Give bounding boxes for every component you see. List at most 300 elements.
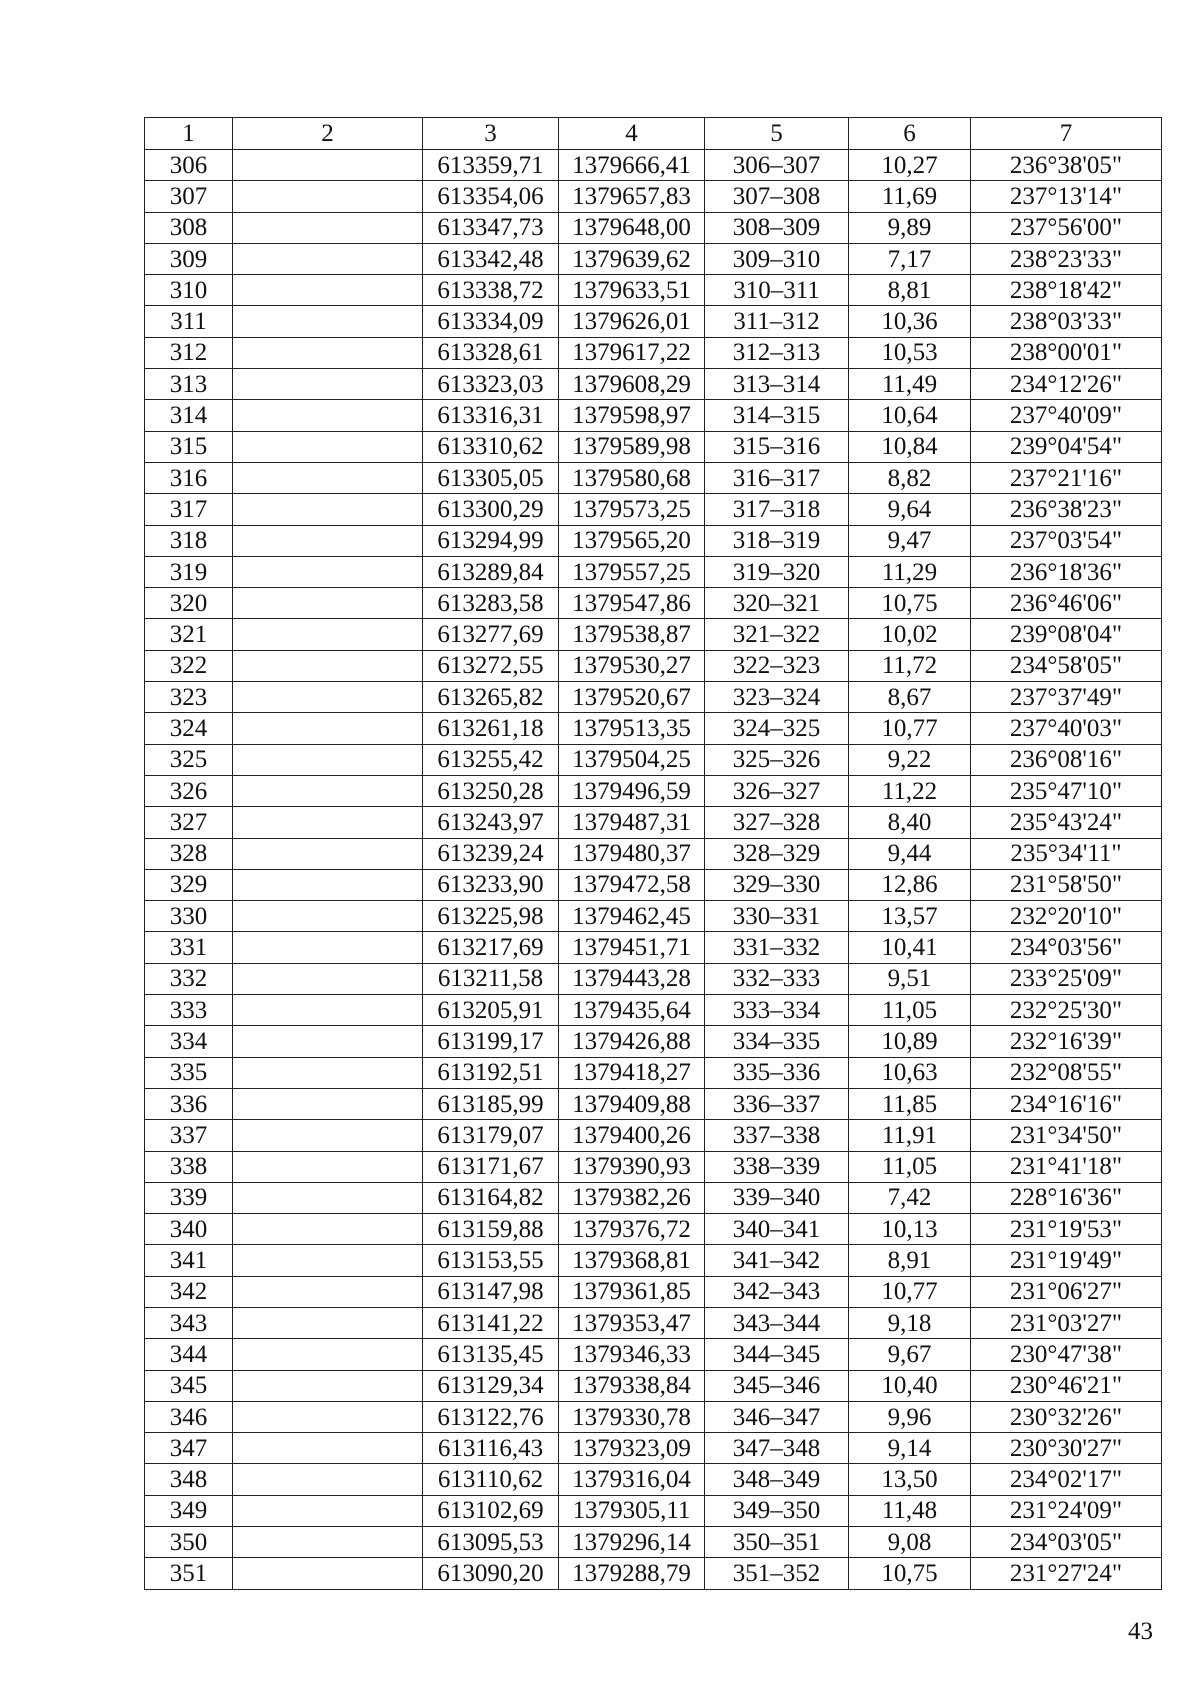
y-coordinate-cell: 1379435,64	[559, 995, 705, 1026]
point-number-cell: 345	[145, 1370, 233, 1401]
column-2-cell	[233, 1339, 423, 1370]
length-cell: 9,89	[849, 212, 971, 243]
x-coordinate-cell: 613135,45	[423, 1339, 559, 1370]
segment-cell: 312–313	[705, 337, 849, 368]
point-number-cell: 310	[145, 275, 233, 306]
table-row	[145, 650, 1162, 681]
point-number-cell: 320	[145, 588, 233, 619]
column-2-cell	[233, 1464, 423, 1495]
direction-angle-cell: 237°21'16"	[971, 462, 1162, 493]
length-cell: 9,08	[849, 1527, 971, 1558]
direction-angle-cell: 234°58'05"	[971, 650, 1162, 681]
table-row	[145, 150, 1162, 181]
length-cell: 10,64	[849, 400, 971, 431]
x-coordinate-cell: 613289,84	[423, 556, 559, 587]
segment-cell: 338–339	[705, 1151, 849, 1182]
column-2-cell	[233, 243, 423, 274]
table-row	[145, 1307, 1162, 1338]
direction-angle-cell: 234°16'16"	[971, 1088, 1162, 1119]
x-coordinate-cell: 613164,82	[423, 1182, 559, 1213]
column-2-cell	[233, 369, 423, 400]
segment-cell: 331–332	[705, 932, 849, 963]
y-coordinate-cell: 1379617,22	[559, 337, 705, 368]
segment-cell: 349–350	[705, 1495, 849, 1526]
direction-angle-cell: 232°08'55"	[971, 1057, 1162, 1088]
column-2-cell	[233, 650, 423, 681]
table-row	[145, 1433, 1162, 1464]
table-row	[145, 1495, 1162, 1526]
segment-cell: 334–335	[705, 1026, 849, 1057]
length-cell: 11,05	[849, 1151, 971, 1182]
x-coordinate-cell: 613310,62	[423, 431, 559, 462]
segment-cell: 345–346	[705, 1370, 849, 1401]
y-coordinate-cell: 1379496,59	[559, 775, 705, 806]
x-coordinate-cell: 613102,69	[423, 1495, 559, 1526]
x-coordinate-cell: 613250,28	[423, 775, 559, 806]
column-2-cell	[233, 337, 423, 368]
length-cell: 8,40	[849, 807, 971, 838]
y-coordinate-cell: 1379504,25	[559, 744, 705, 775]
direction-angle-cell: 237°40'09"	[971, 400, 1162, 431]
table-row	[145, 1339, 1162, 1370]
length-cell: 8,82	[849, 462, 971, 493]
column-2-cell	[233, 1026, 423, 1057]
length-cell: 10,75	[849, 1558, 971, 1589]
length-cell: 11,49	[849, 369, 971, 400]
y-coordinate-cell: 1379580,68	[559, 462, 705, 493]
segment-cell: 327–328	[705, 807, 849, 838]
length-cell: 10,84	[849, 431, 971, 462]
length-cell: 10,89	[849, 1026, 971, 1057]
table-row	[145, 1276, 1162, 1307]
y-coordinate-cell: 1379608,29	[559, 369, 705, 400]
length-cell: 13,50	[849, 1464, 971, 1495]
length-cell: 9,96	[849, 1401, 971, 1432]
x-coordinate-cell: 613338,72	[423, 275, 559, 306]
segment-cell: 326–327	[705, 775, 849, 806]
length-cell: 11,72	[849, 650, 971, 681]
direction-angle-cell: 239°04'54"	[971, 431, 1162, 462]
length-cell: 9,22	[849, 744, 971, 775]
direction-angle-cell: 239°08'04"	[971, 619, 1162, 650]
point-number-cell: 326	[145, 775, 233, 806]
segment-cell: 317–318	[705, 494, 849, 525]
direction-angle-cell: 228°16'36"	[971, 1182, 1162, 1213]
y-coordinate-cell: 1379330,78	[559, 1401, 705, 1432]
direction-angle-cell: 238°03'33"	[971, 306, 1162, 337]
point-number-cell: 316	[145, 462, 233, 493]
segment-cell: 321–322	[705, 619, 849, 650]
length-cell: 9,44	[849, 838, 971, 869]
segment-cell: 316–317	[705, 462, 849, 493]
direction-angle-cell: 232°25'30"	[971, 995, 1162, 1026]
length-cell: 8,91	[849, 1245, 971, 1276]
segment-cell: 310–311	[705, 275, 849, 306]
column-2-cell	[233, 525, 423, 556]
y-coordinate-cell: 1379288,79	[559, 1558, 705, 1589]
length-cell: 9,67	[849, 1339, 971, 1370]
y-coordinate-cell: 1379657,83	[559, 181, 705, 212]
direction-angle-cell: 236°46'06"	[971, 588, 1162, 619]
direction-angle-cell: 238°18'42"	[971, 275, 1162, 306]
column-2-cell	[233, 462, 423, 493]
segment-cell: 320–321	[705, 588, 849, 619]
direction-angle-cell: 237°37'49"	[971, 682, 1162, 713]
column-2-cell	[233, 995, 423, 1026]
column-2-cell	[233, 1182, 423, 1213]
direction-angle-cell: 232°20'10"	[971, 901, 1162, 932]
point-number-cell: 342	[145, 1276, 233, 1307]
point-number-cell: 319	[145, 556, 233, 587]
table-row	[145, 1057, 1162, 1088]
column-2-cell	[233, 775, 423, 806]
header-cell-6: 6	[849, 118, 971, 150]
length-cell: 11,05	[849, 995, 971, 1026]
table-header-row	[145, 118, 1162, 150]
y-coordinate-cell: 1379565,20	[559, 525, 705, 556]
direction-angle-cell: 231°03'27"	[971, 1307, 1162, 1338]
point-number-cell: 327	[145, 807, 233, 838]
table-row	[145, 275, 1162, 306]
segment-cell: 347–348	[705, 1433, 849, 1464]
direction-angle-cell: 236°38'23"	[971, 494, 1162, 525]
x-coordinate-cell: 613095,53	[423, 1527, 559, 1558]
x-coordinate-cell: 613211,58	[423, 963, 559, 994]
y-coordinate-cell: 1379368,81	[559, 1245, 705, 1276]
table-row	[145, 306, 1162, 337]
column-2-cell	[233, 1401, 423, 1432]
table-row	[145, 932, 1162, 963]
x-coordinate-cell: 613179,07	[423, 1120, 559, 1151]
x-coordinate-cell: 613255,42	[423, 744, 559, 775]
table-row	[145, 1558, 1162, 1589]
y-coordinate-cell: 1379666,41	[559, 150, 705, 181]
y-coordinate-cell: 1379409,88	[559, 1088, 705, 1119]
column-2-cell	[233, 963, 423, 994]
segment-cell: 309–310	[705, 243, 849, 274]
length-cell: 10,41	[849, 932, 971, 963]
y-coordinate-cell: 1379520,67	[559, 682, 705, 713]
segment-cell: 346–347	[705, 1401, 849, 1432]
direction-angle-cell: 231°24'09"	[971, 1495, 1162, 1526]
direction-angle-cell: 232°16'39"	[971, 1026, 1162, 1057]
header-cell-7: 7	[971, 118, 1162, 150]
column-2-cell	[233, 1120, 423, 1151]
direction-angle-cell: 230°47'38"	[971, 1339, 1162, 1370]
direction-angle-cell: 230°46'21"	[971, 1370, 1162, 1401]
column-2-cell	[233, 1057, 423, 1088]
segment-cell: 311–312	[705, 306, 849, 337]
y-coordinate-cell: 1379547,86	[559, 588, 705, 619]
y-coordinate-cell: 1379530,27	[559, 650, 705, 681]
table-row	[145, 525, 1162, 556]
direction-angle-cell: 236°18'36"	[971, 556, 1162, 587]
column-2-cell	[233, 275, 423, 306]
x-coordinate-cell: 613199,17	[423, 1026, 559, 1057]
column-2-cell	[233, 713, 423, 744]
table-row	[145, 1151, 1162, 1182]
direction-angle-cell: 235°34'11"	[971, 838, 1162, 869]
y-coordinate-cell: 1379443,28	[559, 963, 705, 994]
length-cell: 8,81	[849, 275, 971, 306]
column-2-cell	[233, 901, 423, 932]
column-2-cell	[233, 1245, 423, 1276]
table-row	[145, 588, 1162, 619]
table-row	[145, 1026, 1162, 1057]
table-row	[145, 369, 1162, 400]
direction-angle-cell: 237°56'00"	[971, 212, 1162, 243]
direction-angle-cell: 237°13'14"	[971, 181, 1162, 212]
segment-cell: 342–343	[705, 1276, 849, 1307]
point-number-cell: 347	[145, 1433, 233, 1464]
header-cell-1: 1	[145, 118, 233, 150]
segment-cell: 319–320	[705, 556, 849, 587]
length-cell: 10,75	[849, 588, 971, 619]
point-number-cell: 314	[145, 400, 233, 431]
point-number-cell: 318	[145, 525, 233, 556]
header-cell-4: 4	[559, 118, 705, 150]
x-coordinate-cell: 613334,09	[423, 306, 559, 337]
table-row	[145, 682, 1162, 713]
y-coordinate-cell: 1379338,84	[559, 1370, 705, 1401]
x-coordinate-cell: 613277,69	[423, 619, 559, 650]
x-coordinate-cell: 613272,55	[423, 650, 559, 681]
table-row	[145, 337, 1162, 368]
table-row	[145, 243, 1162, 274]
y-coordinate-cell: 1379296,14	[559, 1527, 705, 1558]
length-cell: 7,17	[849, 243, 971, 274]
point-number-cell: 349	[145, 1495, 233, 1526]
column-2-cell	[233, 1151, 423, 1182]
table-row	[145, 431, 1162, 462]
point-number-cell: 334	[145, 1026, 233, 1057]
segment-cell: 308–309	[705, 212, 849, 243]
direction-angle-cell: 231°06'27"	[971, 1276, 1162, 1307]
segment-cell: 337–338	[705, 1120, 849, 1151]
y-coordinate-cell: 1379626,01	[559, 306, 705, 337]
column-2-cell	[233, 1276, 423, 1307]
table-row	[145, 619, 1162, 650]
segment-cell: 306–307	[705, 150, 849, 181]
table-row	[145, 744, 1162, 775]
coordinates-table	[144, 117, 1162, 1590]
table-row	[145, 963, 1162, 994]
segment-cell: 315–316	[705, 431, 849, 462]
table-row	[145, 838, 1162, 869]
table-row	[145, 1245, 1162, 1276]
length-cell: 9,47	[849, 525, 971, 556]
x-coordinate-cell: 613122,76	[423, 1401, 559, 1432]
point-number-cell: 339	[145, 1182, 233, 1213]
table-row	[145, 901, 1162, 932]
x-coordinate-cell: 613153,55	[423, 1245, 559, 1276]
length-cell: 10,36	[849, 306, 971, 337]
segment-cell: 340–341	[705, 1214, 849, 1245]
point-number-cell: 344	[145, 1339, 233, 1370]
segment-cell: 350–351	[705, 1527, 849, 1558]
y-coordinate-cell: 1379648,00	[559, 212, 705, 243]
x-coordinate-cell: 613090,20	[423, 1558, 559, 1589]
direction-angle-cell: 233°25'09"	[971, 963, 1162, 994]
direction-angle-cell: 237°03'54"	[971, 525, 1162, 556]
column-2-cell	[233, 181, 423, 212]
x-coordinate-cell: 613265,82	[423, 682, 559, 713]
point-number-cell: 335	[145, 1057, 233, 1088]
length-cell: 10,13	[849, 1214, 971, 1245]
table-row	[145, 1401, 1162, 1432]
point-number-cell: 333	[145, 995, 233, 1026]
direction-angle-cell: 234°02'17"	[971, 1464, 1162, 1495]
segment-cell: 318–319	[705, 525, 849, 556]
point-number-cell: 315	[145, 431, 233, 462]
table-row	[145, 869, 1162, 900]
column-2-cell	[233, 932, 423, 963]
length-cell: 10,02	[849, 619, 971, 650]
segment-cell: 351–352	[705, 1558, 849, 1589]
segment-cell: 332–333	[705, 963, 849, 994]
direction-angle-cell: 234°03'56"	[971, 932, 1162, 963]
direction-angle-cell: 231°27'24"	[971, 1558, 1162, 1589]
table-row	[145, 995, 1162, 1026]
column-2-cell	[233, 1370, 423, 1401]
length-cell: 9,18	[849, 1307, 971, 1338]
y-coordinate-cell: 1379323,09	[559, 1433, 705, 1464]
y-coordinate-cell: 1379361,85	[559, 1276, 705, 1307]
length-cell: 12,86	[849, 869, 971, 900]
point-number-cell: 312	[145, 337, 233, 368]
column-2-cell	[233, 744, 423, 775]
segment-cell: 343–344	[705, 1307, 849, 1338]
y-coordinate-cell: 1379472,58	[559, 869, 705, 900]
table-row	[145, 400, 1162, 431]
table-row	[145, 1464, 1162, 1495]
point-number-cell: 341	[145, 1245, 233, 1276]
segment-cell: 336–337	[705, 1088, 849, 1119]
x-coordinate-cell: 613159,88	[423, 1214, 559, 1245]
y-coordinate-cell: 1379376,72	[559, 1214, 705, 1245]
y-coordinate-cell: 1379487,31	[559, 807, 705, 838]
x-coordinate-cell: 613205,91	[423, 995, 559, 1026]
column-2-cell	[233, 1214, 423, 1245]
segment-cell: 325–326	[705, 744, 849, 775]
segment-cell: 323–324	[705, 682, 849, 713]
column-2-cell	[233, 212, 423, 243]
y-coordinate-cell: 1379589,98	[559, 431, 705, 462]
point-number-cell: 343	[145, 1307, 233, 1338]
x-coordinate-cell: 613171,67	[423, 1151, 559, 1182]
table-row	[145, 494, 1162, 525]
x-coordinate-cell: 613316,31	[423, 400, 559, 431]
header-cell-3: 3	[423, 118, 559, 150]
y-coordinate-cell: 1379538,87	[559, 619, 705, 650]
segment-cell: 307–308	[705, 181, 849, 212]
length-cell: 11,85	[849, 1088, 971, 1119]
point-number-cell: 346	[145, 1401, 233, 1432]
direction-angle-cell: 237°40'03"	[971, 713, 1162, 744]
y-coordinate-cell: 1379557,25	[559, 556, 705, 587]
segment-cell: 329–330	[705, 869, 849, 900]
direction-angle-cell: 231°19'53"	[971, 1214, 1162, 1245]
direction-angle-cell: 231°41'18"	[971, 1151, 1162, 1182]
direction-angle-cell: 235°43'24"	[971, 807, 1162, 838]
header-cell-5: 5	[705, 118, 849, 150]
direction-angle-cell: 236°08'16"	[971, 744, 1162, 775]
y-coordinate-cell: 1379513,35	[559, 713, 705, 744]
x-coordinate-cell: 613347,73	[423, 212, 559, 243]
direction-angle-cell: 231°58'50"	[971, 869, 1162, 900]
y-coordinate-cell: 1379346,33	[559, 1339, 705, 1370]
length-cell: 10,63	[849, 1057, 971, 1088]
point-number-cell: 351	[145, 1558, 233, 1589]
column-2-cell	[233, 619, 423, 650]
column-2-cell	[233, 838, 423, 869]
point-number-cell: 322	[145, 650, 233, 681]
segment-cell: 341–342	[705, 1245, 849, 1276]
x-coordinate-cell: 613300,29	[423, 494, 559, 525]
segment-cell: 344–345	[705, 1339, 849, 1370]
x-coordinate-cell: 613110,62	[423, 1464, 559, 1495]
table-body	[145, 118, 1162, 1590]
x-coordinate-cell: 613283,58	[423, 588, 559, 619]
direction-angle-cell: 231°34'50"	[971, 1120, 1162, 1151]
table-row	[145, 775, 1162, 806]
length-cell: 10,53	[849, 337, 971, 368]
length-cell: 11,22	[849, 775, 971, 806]
length-cell: 9,51	[849, 963, 971, 994]
column-2-cell	[233, 306, 423, 337]
x-coordinate-cell: 613342,48	[423, 243, 559, 274]
x-coordinate-cell: 613305,05	[423, 462, 559, 493]
direction-angle-cell: 234°12'26"	[971, 369, 1162, 400]
point-number-cell: 309	[145, 243, 233, 274]
y-coordinate-cell: 1379598,97	[559, 400, 705, 431]
point-number-cell: 338	[145, 1151, 233, 1182]
segment-cell: 330–331	[705, 901, 849, 932]
point-number-cell: 307	[145, 181, 233, 212]
point-number-cell: 323	[145, 682, 233, 713]
segment-cell: 328–329	[705, 838, 849, 869]
length-cell: 13,57	[849, 901, 971, 932]
segment-cell: 335–336	[705, 1057, 849, 1088]
y-coordinate-cell: 1379462,45	[559, 901, 705, 932]
y-coordinate-cell: 1379390,93	[559, 1151, 705, 1182]
length-cell: 10,40	[849, 1370, 971, 1401]
column-2-cell	[233, 1495, 423, 1526]
column-2-cell	[233, 869, 423, 900]
point-number-cell: 336	[145, 1088, 233, 1119]
table-row	[145, 1088, 1162, 1119]
y-coordinate-cell: 1379480,37	[559, 838, 705, 869]
length-cell: 11,69	[849, 181, 971, 212]
direction-angle-cell: 238°23'33"	[971, 243, 1162, 274]
x-coordinate-cell: 613359,71	[423, 150, 559, 181]
point-number-cell: 308	[145, 212, 233, 243]
x-coordinate-cell: 613354,06	[423, 181, 559, 212]
y-coordinate-cell: 1379382,26	[559, 1182, 705, 1213]
column-2-cell	[233, 150, 423, 181]
column-2-cell	[233, 588, 423, 619]
x-coordinate-cell: 613261,18	[423, 713, 559, 744]
table-row	[145, 1182, 1162, 1213]
segment-cell: 339–340	[705, 1182, 849, 1213]
y-coordinate-cell: 1379418,27	[559, 1057, 705, 1088]
x-coordinate-cell: 613239,24	[423, 838, 559, 869]
x-coordinate-cell: 613328,61	[423, 337, 559, 368]
segment-cell: 313–314	[705, 369, 849, 400]
point-number-cell: 329	[145, 869, 233, 900]
point-number-cell: 324	[145, 713, 233, 744]
length-cell: 9,14	[849, 1433, 971, 1464]
